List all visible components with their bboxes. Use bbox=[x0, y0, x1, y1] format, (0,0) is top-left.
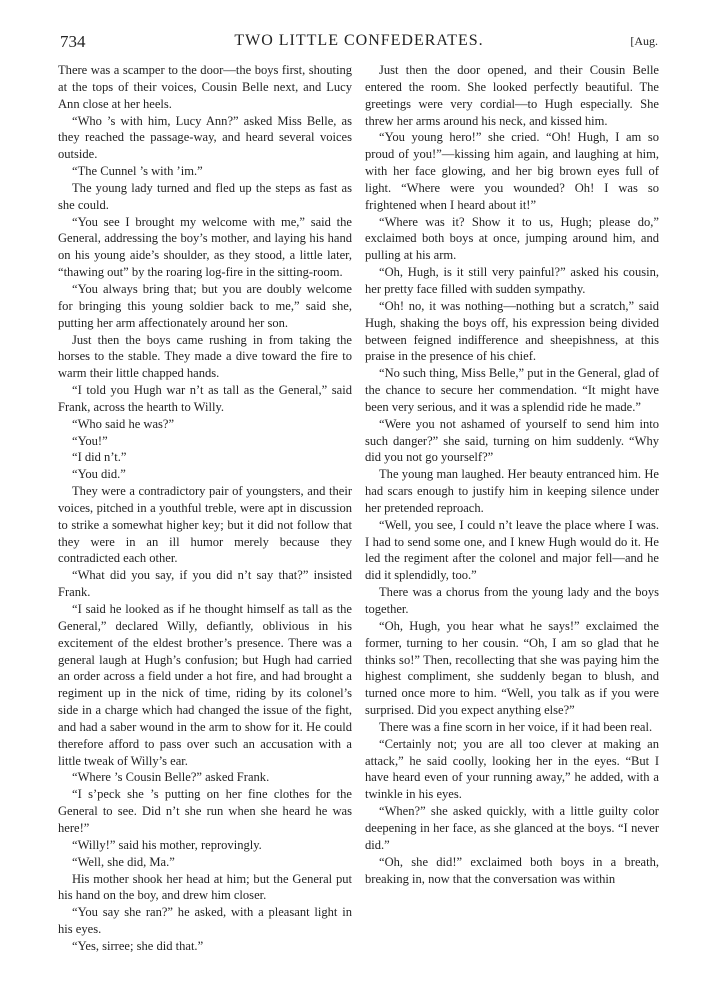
paragraph: “Oh, Hugh, you hear what he says!” exclaimed the former, turning to her cousin. “Oh, I am so glad that he thinks so!” Then, recollecting that she was paying him the highest compliment, she suddenly began to blush, and turned once more to him. “Well, you talk as if you were surprised. Did you expect anything else?” bbox=[365, 618, 659, 718]
paragraph: Just then the boys came rushing in from taking the horses to the stable. They made a dive toward the fire to warm their little chapped hands. bbox=[58, 332, 352, 381]
paragraph: “I told you Hugh war n’t as tall as the General,” said Frank, across the hearth to Willy. bbox=[58, 383, 352, 414]
paragraph: There was a scamper to the door—the boys first, shouting at the tops of their voices, Cousin Belle next, and Lucy Ann close at her heels. bbox=[58, 63, 352, 111]
paragraph: “The Cunnel ’s with ’im.” bbox=[72, 164, 203, 179]
paragraph: “Were you not ashamed of yourself to send him into such danger?” she said, turning on him suddenly. “Why did you not go yourself?” bbox=[365, 416, 659, 465]
paragraph: “I said he looked as if he thought himself as tall as the General,” declared Willy, defiantly, oblivious in his excitement of the eldest brother’s presence. There was a general laugh at Hugh’s confusion; but Hugh had carried an order across a field under a hot fire, and had brought a regiment up in the nick of time, riding by its colonel’s side in a charge which had changed the issue of the fight, and had a saber wound in the arm to show for it. He could therefore afford to pass over such an accusation with a little tweak of Willy’s ear. bbox=[58, 602, 352, 768]
paragraph: “When?” she asked quickly, with a little guilty color deepening in her face, as she glanced at the boys. “I never did.” bbox=[365, 804, 659, 852]
paragraph: “You!” bbox=[72, 433, 108, 448]
issue-month: [Aug. bbox=[630, 34, 658, 48]
paragraph: “Where was it? Show it to us, Hugh; please do,” exclaimed both boys at once, jumping around him, and pulling at his arm. bbox=[365, 214, 659, 263]
paragraph: “Well, you see, I could n’t leave the place where I was. I had to send some one, and I knew Hugh would do it. He led the regiment after the colonel and major fell—and he did it splendidly, too.” bbox=[365, 517, 659, 583]
left-column bbox=[58, 62, 352, 955]
paragraph: Just then the door opened, and their Cousin Belle entered the room. She looked perfectly beautiful. The greetings were very cordial—to Hugh especially. She threw her arms around his neck, and kissed him. bbox=[365, 63, 659, 128]
running-header bbox=[60, 30, 658, 54]
paragraph: “Well, she did, Ma.” bbox=[72, 854, 175, 869]
paragraph: “You see I brought my welcome with me,” said the General, addressing the boy’s mother, and laying his hand on his young aide’s shoulder, as they stood, a little later, “thawing out” by the roaring log-fire in the sitting-room. bbox=[58, 214, 352, 280]
paragraph: “I did n’t.” bbox=[72, 450, 127, 465]
paragraph: “You young hero!” she cried. “Oh! Hugh, I am so proud of you!”—kissing him again, and laughing at him, with her face glowing, and her big brown eyes full of light. “Where were you wounded? Oh! I was so frightened when I heard about it!” bbox=[365, 130, 659, 212]
paragraph: “I s’peck she ’s putting on her fine clothes for the General to see. Did n’t she run when she heard he was here!” bbox=[58, 787, 352, 835]
paragraph: “Certainly not; you are all too clever at making an attack,” he said coolly, looking her in the eyes. “But I have heard even of your running away,” he added, with a twinkle in his eyes. bbox=[365, 736, 659, 802]
paragraph: “What did you say, if you did n’t say that?” insisted Frank. bbox=[58, 568, 352, 600]
paragraph: The young lady turned and fled up the steps as fast as she could. bbox=[58, 180, 352, 212]
right-column bbox=[365, 62, 659, 887]
paragraph: “Oh, she did!” exclaimed both boys in a breath, breaking in, now that the conversation was within bbox=[365, 854, 659, 886]
paragraph: “Yes, sirree; she did that.” bbox=[72, 938, 204, 953]
paragraph: “You did.” bbox=[72, 467, 126, 482]
paragraph: “Where ’s Cousin Belle?” asked Frank. bbox=[72, 770, 270, 785]
paragraph: There was a fine scorn in her voice, if it had been real. bbox=[379, 719, 653, 734]
paragraph: There was a chorus from the young lady and the boys together. bbox=[365, 585, 659, 616]
paragraph: “You say she ran?” he asked, with a pleasant light in his eyes. bbox=[58, 905, 352, 937]
paragraph: “Who said he was?” bbox=[72, 416, 175, 431]
paragraph: His mother shook her head at him; but the General put his hand on the boy, and drew him closer. bbox=[58, 871, 352, 903]
paragraph: The young man laughed. Her beauty entranced him. He had scars enough to justify him in keeping silence under her pretended reproach. bbox=[365, 467, 659, 515]
paragraph: “No such thing, Miss Belle,” put in the General, glad of the chance to secure her commendation. “It might have been very serious, and it was a splendid ride he made.” bbox=[365, 366, 659, 414]
paragraph: “You always bring that; but you are doubly welcome for bringing this young soldier back to me,” said she, putting her arm affectionately around her son. bbox=[58, 281, 352, 330]
paragraph: They were a contradictory pair of youngsters, and their voices, pitched in a youthful treble, were apt in discussion to strike a somewhat higher key; but it did not follow that they were in an ill humor merely because they contradicted each other. bbox=[58, 484, 352, 566]
paragraph: “Willy!” said his mother, reprovingly. bbox=[72, 837, 262, 852]
page-number: 734 bbox=[60, 32, 86, 51]
running-title: TWO LITTLE CONFEDERATES. bbox=[234, 32, 484, 49]
paragraph: “Who ’s with him, Lucy Ann?” asked Miss Belle, as they reached the passage-way, and heard several voices outside. bbox=[58, 113, 352, 162]
paragraph: “Oh! no, it was nothing—nothing but a scratch,” said Hugh, shaking the boys off, his expression being divided between feigned indifference and sheepishness, at this praise in the presence of his chief. bbox=[365, 298, 659, 364]
paragraph: “Oh, Hugh, is it still very painful?” asked his cousin, her pretty face filled with sudden sympathy. bbox=[365, 265, 659, 296]
